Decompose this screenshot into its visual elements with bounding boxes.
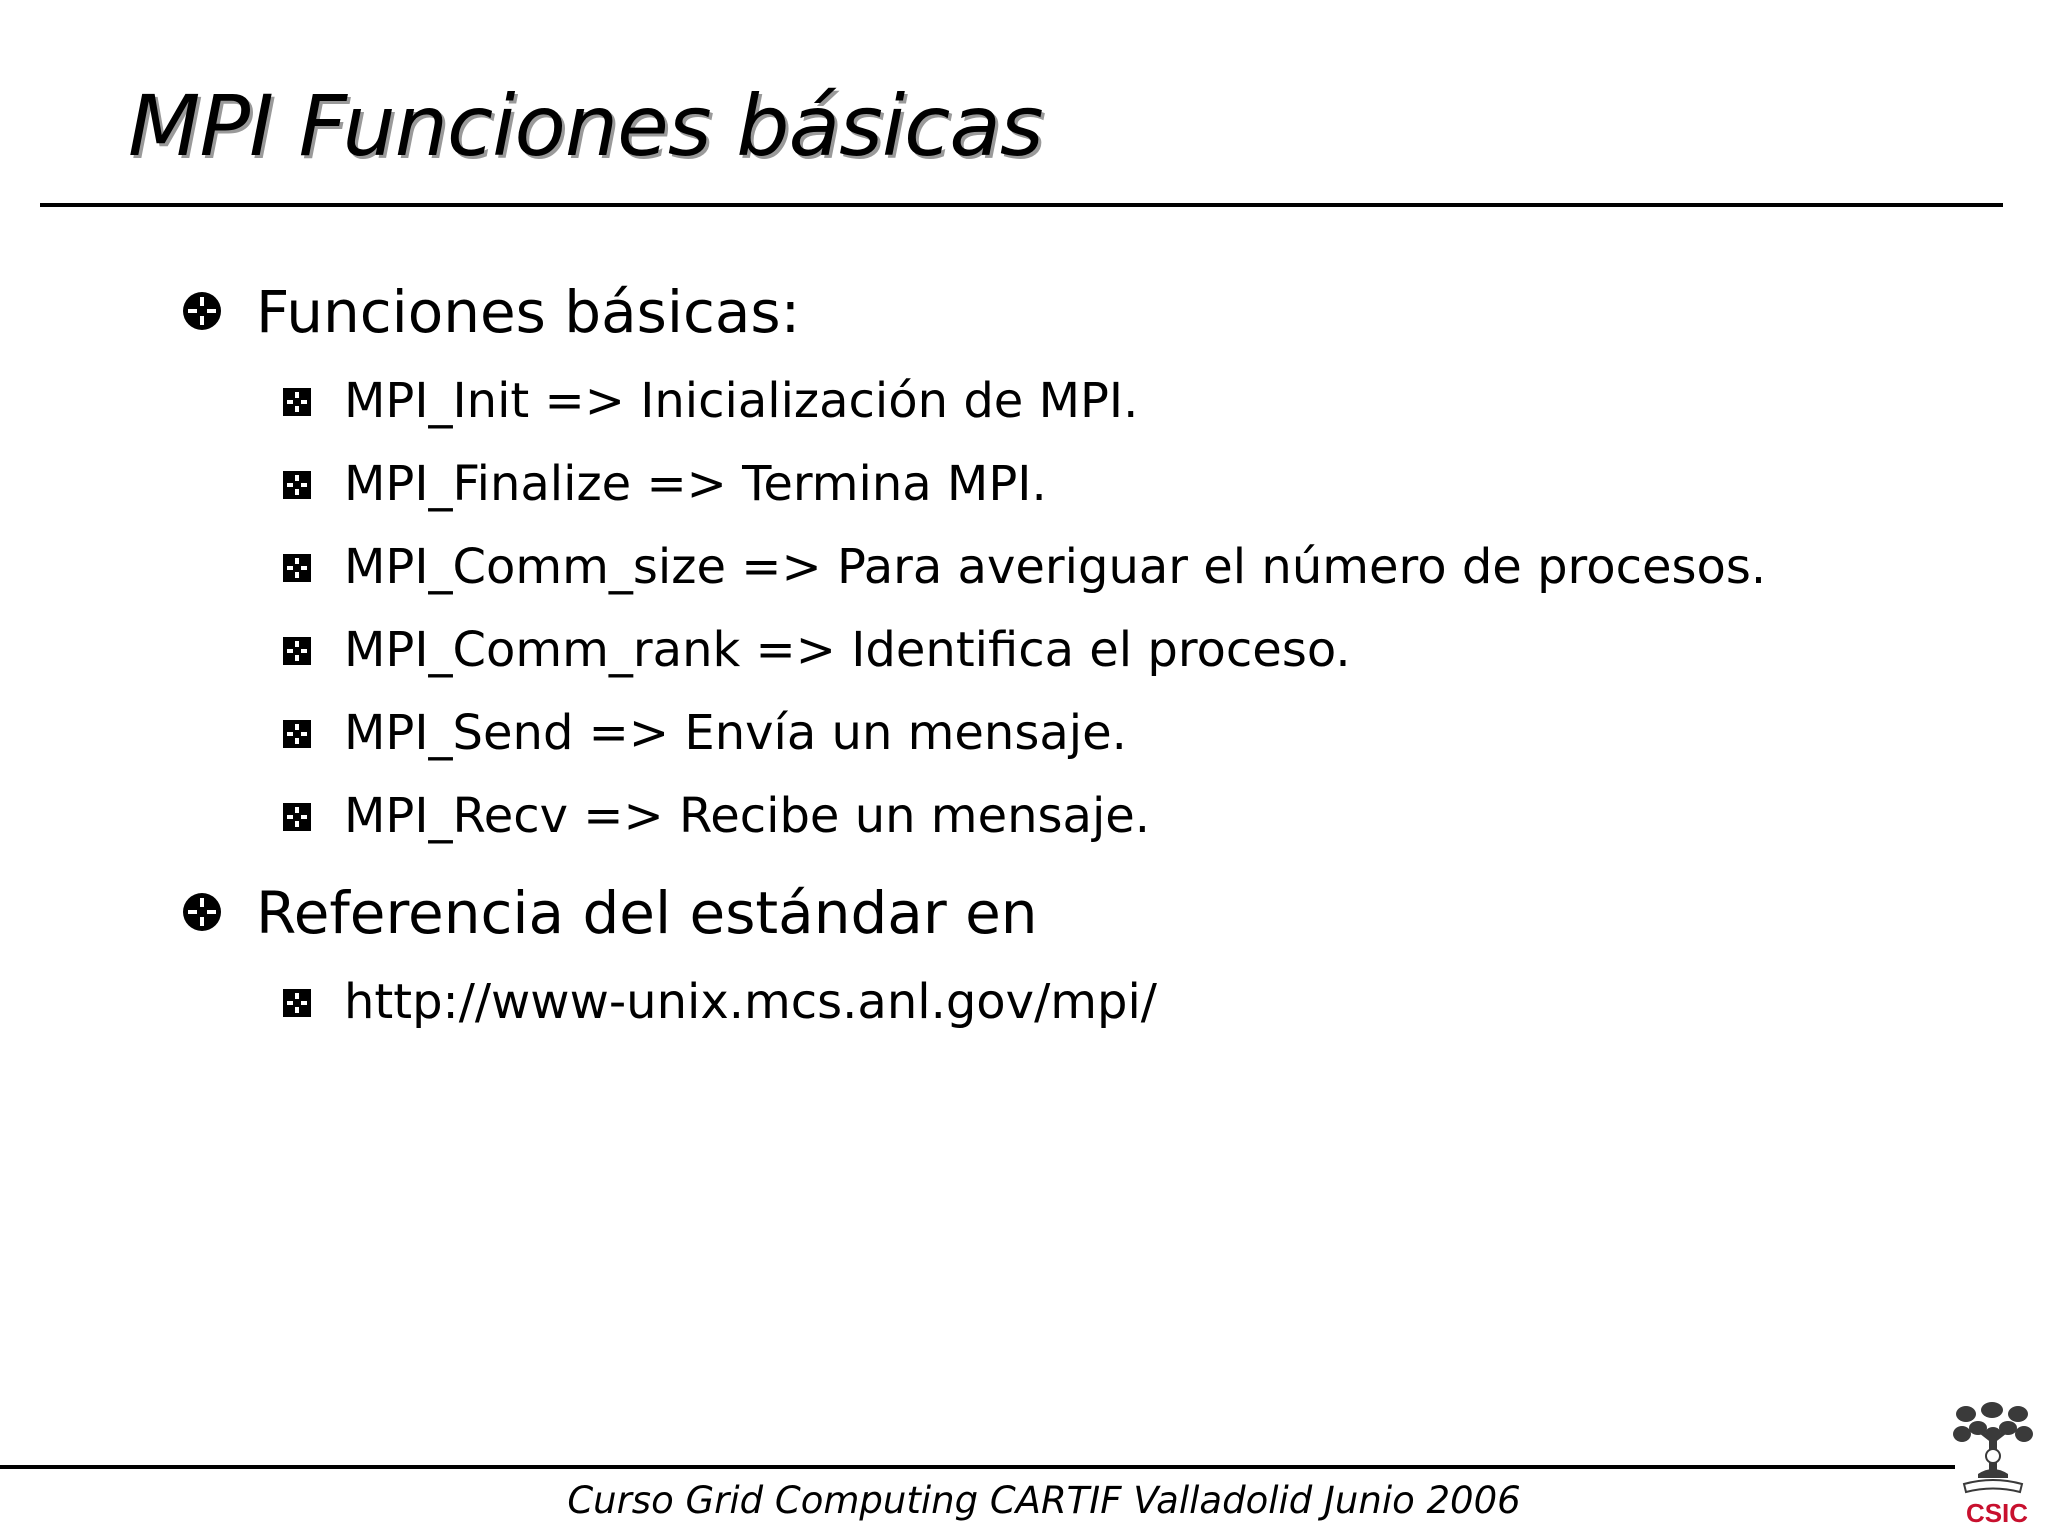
square-bullet-icon xyxy=(282,553,312,583)
square-bullet-icon xyxy=(282,470,312,500)
round-bullet-icon xyxy=(182,291,222,331)
square-bullet-icon xyxy=(282,802,312,832)
sub-bullet-text: MPI_Comm_rank => Identifica el proceso. xyxy=(344,622,1351,678)
footer-divider xyxy=(0,1465,1955,1469)
square-bullet-icon xyxy=(282,719,312,749)
sub-bullet-text: MPI_Recv => Recibe un mensaje. xyxy=(344,788,1151,844)
sub-bullet-text: MPI_Comm_size => Para averiguar el número de procesos. xyxy=(344,539,1767,595)
bullet-text: Referencia del estándar en xyxy=(256,879,1038,947)
sub-bullet-text: MPI_Finalize => Termina MPI. xyxy=(344,456,1047,512)
title-divider xyxy=(40,203,2003,207)
csic-logo-label: CSIC xyxy=(1965,1498,2029,1528)
square-bullet-icon xyxy=(282,636,312,666)
square-bullet-icon xyxy=(282,387,312,417)
slide-title: MPI Funciones básicas xyxy=(128,77,1043,175)
sub-bullet-text: MPI_Send => Envía un mensaje. xyxy=(344,705,1127,761)
bullet-text: Funciones básicas: xyxy=(256,278,801,346)
reference-url-link[interactable]: http://www-unix.mcs.anl.gov/mpi/ xyxy=(344,974,1157,1030)
sub-bullet-text: MPI_Init => Inicialización de MPI. xyxy=(344,373,1139,429)
square-bullet-icon xyxy=(282,988,312,1018)
footer-text: Curso Grid Computing CARTIF Valladolid Junio 2006 xyxy=(567,1479,1521,1522)
round-bullet-icon xyxy=(182,892,222,932)
